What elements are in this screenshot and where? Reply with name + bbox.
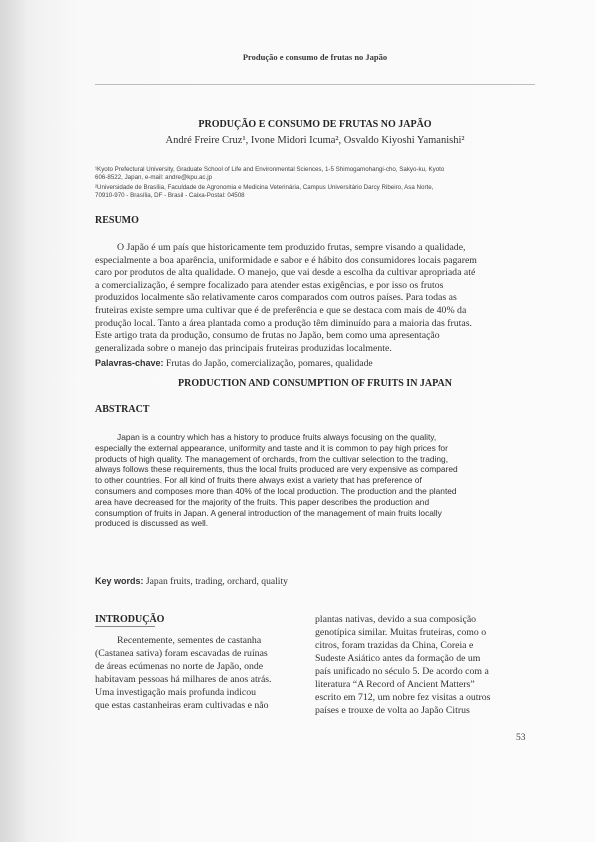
intro-line: habitavam pessoas há milhares de anos atrás. xyxy=(95,674,272,685)
resumo-line: a comercialização, é sempre focalizado para atender estas exigências, e por isso os frutos xyxy=(95,279,444,291)
intro-line: que estas castanheiras eram cultivadas e não xyxy=(95,700,269,711)
intro-line: (Castanea sativa) foram escavadas de ruínas xyxy=(95,648,268,659)
abstract-line: especially the external appearance, uniformity and taste and it is common to pay high prices for xyxy=(95,442,448,453)
palavras-chave xyxy=(95,358,535,369)
affiliation-line: 70910-970 - Brasília, DF - Brasil - Caixa-Postal: 04508 xyxy=(95,192,245,199)
affiliation-line: ²Universidade de Brasília, Faculdade de Agronomia e Medicina Veterinária, Campus Universitário Darcy Ribeiro, Asa Norte, xyxy=(95,184,434,191)
intro-line: país unificado no século 5. De acordo com a xyxy=(315,666,489,677)
resumo-line: produção local. Tanto a área plantada como a produção têm diminuído para a maioria das frutas. xyxy=(95,317,472,329)
intro-line: Sudeste Asiático antes da formação de um xyxy=(315,653,481,664)
resumo-line: Este artigo trata da produção, consumo de frutas no Japão, bem como uma apresentação xyxy=(95,330,440,342)
abstract-line: produced is discussed as well. xyxy=(95,518,209,529)
abstract-line: always follows these requirements, thus the local fruits produced are very expensive as compared xyxy=(95,464,458,475)
running-header: Produção e consumo de frutas no Japão xyxy=(242,52,388,62)
resumo-line: O Japão é um país que historicamente tem produzido frutas, sempre visando a qualidade, xyxy=(117,242,466,253)
introducao-heading: INTRODUÇÃO xyxy=(95,614,165,625)
intro-line: plantas nativas, devido a sua composição xyxy=(315,614,477,625)
affiliation-line: 606-8522, Japan, e-mail: andre@kpu.ac.jp xyxy=(95,174,213,181)
intro-line: Uma investigação mais profunda indicou xyxy=(95,687,257,698)
article-title: PRODUÇÃO E CONSUMO DE FRUTAS NO JAPÃO xyxy=(198,119,432,130)
palavras-chave-text: Frutas do Japão, comercialização, pomares, qualidade xyxy=(163,358,373,369)
resumo-heading: RESUMO xyxy=(95,215,139,226)
resumo-line: caro por produtos de alta qualidade. O manejo, que vai desde a escolha da cultivar apropriada até xyxy=(95,267,476,279)
intro-line: de áreas ecúmenas no norte de Japão, onde xyxy=(95,661,264,672)
resumo-line: fruteiras existe sempre uma cultivar que é de preferência e que se destaca com mais de 40% da xyxy=(95,304,467,316)
intro-line: escrito em 712, um nobre fez visitas a outros xyxy=(315,692,491,703)
abstract-heading: ABSTRACT xyxy=(95,404,150,415)
abstract-line: area have decreased for the majority of the fruits. This paper describes the production and xyxy=(95,496,430,507)
intro-left-column xyxy=(95,634,303,712)
resumo-line: especialmente a boa aparência, uniformidade e sabor e é hábito dos consumidores locais pagarem xyxy=(95,254,477,266)
abstract-line: consumption of fruits in Japan. A general introduction of the management of main fruits locally xyxy=(95,507,442,518)
key-words xyxy=(95,576,535,587)
scan-shadow xyxy=(0,0,28,842)
affiliation-line: ¹Kyoto Prefectural University, Graduate School of Life and Environmental Sciences, 1-5 Shimogamohangi-cho, Sakyo-ku, Kyoto xyxy=(95,166,445,173)
abstract-line: consumers and composes more than 40% of the local production. The production and the planted xyxy=(95,485,457,496)
abstract-line: products of high quality. The management of orchards, from the cultivar selection to the trading, xyxy=(95,453,449,464)
heading-rule xyxy=(95,626,155,627)
intro-right-column xyxy=(315,613,527,717)
key-words-text: Japan fruits, trading, orchard, quality xyxy=(143,576,288,587)
abstract-line: Japan is a country which has a history to produce fruits always focusing on the quality, xyxy=(117,432,437,442)
english-title: PRODUCTION AND CONSUMPTION OF FRUITS IN JAPAN xyxy=(178,378,452,389)
intro-line: países e trouxe de volta ao Japão Citrus xyxy=(315,705,470,716)
intro-line: genotípica similar. Muitas fruteiras, como o xyxy=(315,627,487,638)
resumo-paragraph xyxy=(95,242,535,355)
palavras-chave-label: Palavras-chave: xyxy=(95,358,164,368)
intro-line: literatura “A Record of Ancient Matters” xyxy=(315,679,475,690)
resumo-line: generalizada sobre o manejo das principais fruteiras produzidas localmente. xyxy=(95,342,392,354)
intro-line: citros, foram trazidas da China, Coreia e xyxy=(315,640,474,651)
authors: André Freire Cruz¹, Ivone Midori Icuma², Osvaldo Kiyoshi Yamanishi² xyxy=(165,135,465,146)
header-rule xyxy=(95,84,535,85)
key-words-label: Key words: xyxy=(95,576,144,586)
resumo-line: produzidos localmente são relativamente caros comparados com outros países. Para todas as xyxy=(95,292,457,304)
abstract-line: to other countries. For all kind of fruits there always exist a variety that has preference of xyxy=(95,475,422,486)
abstract-paragraph xyxy=(95,432,535,529)
page-number: 53 xyxy=(516,733,526,743)
intro-line: Recentemente, sementes de castanha xyxy=(117,635,262,646)
